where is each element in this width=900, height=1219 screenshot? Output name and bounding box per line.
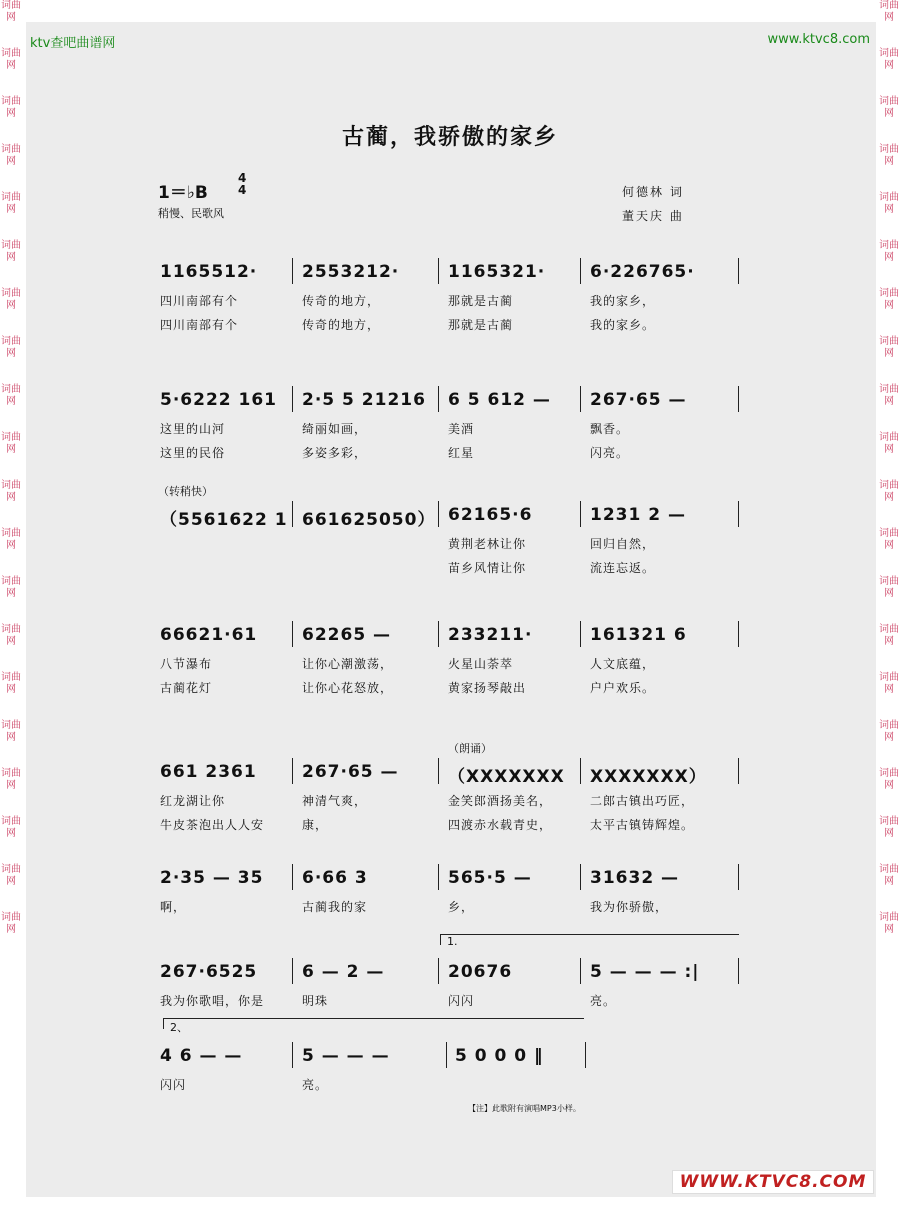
lyric-verse-1: 亮。 [302,1078,329,1092]
bar-line [292,864,293,890]
bar-line [292,958,293,984]
bar-line [580,501,581,527]
measure-notes: （XXXXXXX [448,767,565,787]
bar-line [446,1042,447,1068]
lyric-verse-1: 我的家乡， [590,294,656,308]
bar-line [292,386,293,412]
time-signature [238,172,246,196]
lyric-verse-1: 这里的山河 [160,422,226,436]
volta-bracket [163,1018,584,1034]
lyric-verse-1: 闪闪 [448,994,475,1008]
bar-line [738,864,739,890]
bar-line [738,386,739,412]
lyric-verse-1: 美酒 [448,422,475,436]
left-watermark: 词曲网 词曲网 词曲网 词曲网 词曲网 词曲网 词曲网 词曲网 词曲网 词曲网 词曲网 词曲网 词曲网 词曲网 词曲网 词曲网 词曲网 词曲网 词曲网 词曲网 [1,0,21,935]
lyric-verse-1: 金笑郎酒扬美名， [448,794,553,808]
lyric-verse-1: 传奇的地方， [302,294,381,308]
bar-line [438,958,439,984]
lyric-verse-2: 闪亮。 [590,446,630,460]
lyric-verse-1: 神清气爽， [302,794,368,808]
measure-notes: 233211· [448,625,533,645]
header-site-left[interactable]: ktv查吧曲谱网 [30,36,116,51]
lyric-verse-1: 那就是古蔺 [448,294,514,308]
lyric-verse-1: 古蔺我的家 [302,900,368,914]
lyric-verse-2: 黄家扬琴敲出 [448,681,527,695]
measure-notes: （5561622 1 [160,510,288,530]
measure-notes: 565·5 — [448,868,532,888]
bar-line [292,621,293,647]
header-site-right[interactable]: www.ktvc8.com [767,32,870,47]
right-watermark: 词曲网 词曲网 词曲网 词曲网 词曲网 词曲网 词曲网 词曲网 词曲网 词曲网 词曲网 词曲网 词曲网 词曲网 词曲网 词曲网 词曲网 词曲网 词曲网 词曲网 [879,0,899,935]
bar-line [438,758,439,784]
tempo-marking: 稍慢、民歌风 [158,207,224,220]
measure-notes: 1231 2 — [590,505,686,525]
measure-notes: 66621·61 [160,625,258,645]
measure-notes: 20676 [448,962,513,982]
measure-notes: 4 6 — — [160,1046,243,1066]
lyric-verse-2: 苗乡风情让你 [448,561,527,575]
measure-notes: 661 2361 [160,762,257,782]
bar-line [292,501,293,527]
measure-notes: 6 — 2 — [302,962,385,982]
measure-notes: 5 — — — :| [590,962,700,982]
composer-credit: 董天庆 曲 [622,209,684,223]
lyric-verse-1: 飘香。 [590,422,630,436]
lyric-verse-1: 二郎古镇出巧匠， [590,794,695,808]
bar-line [738,958,739,984]
lyric-verse-1: 火星山荼萃 [448,657,514,671]
bar-line [438,258,439,284]
measure-notes: 5 0 0 0 ‖ [455,1046,544,1066]
lyric-verse-1: 乡， [448,900,475,914]
key-signature: 1＝♭B [158,183,208,203]
bar-line [438,386,439,412]
bar-line [292,758,293,784]
measure-notes: 62165·6 [448,505,533,525]
footnote: 【注】此歌附有演唱MP3小样。 [468,1104,581,1113]
measure-notes: 5 — — — [302,1046,390,1066]
lyric-verse-2: 四川南部有个 [160,318,239,332]
volta-bracket [440,934,739,948]
measure-notes: 1165512· [160,262,258,282]
bar-line [580,258,581,284]
measure-notes: 6·226765· [590,262,695,282]
measure-notes: 31632 — [590,868,680,888]
measure-notes: 62265 — [302,625,392,645]
lyric-verse-1: 啊， [160,900,187,914]
volta-number: 2、 [170,1021,188,1034]
lyric-verse-2: 我的家乡。 [590,318,656,332]
song-title: 古蔺，我骄傲的家乡 [341,124,558,150]
bar-line [580,864,581,890]
lyric-verse-1: 闪闪 [160,1078,187,1092]
lyric-verse-2: 四渡赤水载青史， [448,818,553,832]
lyric-verse-1: 亮。 [590,994,617,1008]
section-label: （转稍快） [158,485,213,498]
measure-notes: 6 5 612 — [448,390,551,410]
lyric-verse-2: 这里的民俗 [160,446,226,460]
lyric-verse-2: 户户欢乐。 [590,681,656,695]
bar-line [585,1042,586,1068]
bar-line [438,864,439,890]
measure-notes: 2·35 — 35 [160,868,264,888]
lyric-verse-1: 我为你歌唱，你是 [160,994,265,1008]
measure-notes: 267·65 — [590,390,687,410]
bar-line [738,258,739,284]
lyric-verse-1: 绮丽如画， [302,422,368,436]
lyric-verse-2: 牛皮茶泡出人人安 [160,818,265,832]
bar-line [292,258,293,284]
measure-notes: 267·6525 [160,962,258,982]
lyric-verse-1: 红龙湖让你 [160,794,226,808]
time-signature-bottom: 4 [238,183,247,197]
section-label: （朗诵） [448,742,492,755]
site-logo-text: WWW.KTVC8.COM [679,1172,867,1192]
site-logo[interactable] [672,1170,874,1194]
lyric-verse-2: 传奇的地方， [302,318,381,332]
lyric-verse-1: 黄荆老林让你 [448,537,527,551]
lyric-verse-2: 让你心花怒放， [302,681,394,695]
bar-line [580,758,581,784]
bar-line [292,1042,293,1068]
measure-notes: 2553212· [302,262,400,282]
measure-notes: 6·66 3 [302,868,368,888]
lyric-verse-2: 太平古镇铸辉煌。 [590,818,695,832]
measure-notes: 5·6222 161 [160,390,278,410]
bar-line [738,758,739,784]
lyric-verse-2: 流连忘返。 [590,561,656,575]
lyric-verse-2: 那就是古蔺 [448,318,514,332]
lyric-verse-2: 多姿多彩， [302,446,368,460]
lyric-verse-1: 我为你骄傲， [590,900,669,914]
lyric-verse-1: 回归自然， [590,537,656,551]
bar-line [438,501,439,527]
measure-notes: 1165321· [448,262,546,282]
bar-line [580,621,581,647]
measure-notes: 661625050） [302,510,436,530]
lyric-verse-2: 红星 [448,446,475,460]
measure-notes: 161321 6 [590,625,687,645]
lyric-verse-1: 明珠 [302,994,329,1008]
lyric-verse-1: 让你心潮激荡， [302,657,394,671]
volta-number: 1. [447,935,458,948]
measure-notes: 2·5 5 21216 [302,390,426,410]
lyric-verse-1: 四川南部有个 [160,294,239,308]
lyric-verse-1: 八节瀑布 [160,657,213,671]
bar-line [738,621,739,647]
lyric-verse-1: 人文底蕴， [590,657,656,671]
measure-notes: XXXXXXX） [590,767,707,787]
time-signature-top: 4 [238,171,247,185]
lyric-verse-2: 古蔺花灯 [160,681,213,695]
bar-line [738,501,739,527]
measure-notes: 267·65 — [302,762,399,782]
lyric-verse-2: 康， [302,818,329,832]
bar-line [580,958,581,984]
lyricist-credit: 何德林 词 [622,185,684,199]
bar-line [580,386,581,412]
bar-line [438,621,439,647]
